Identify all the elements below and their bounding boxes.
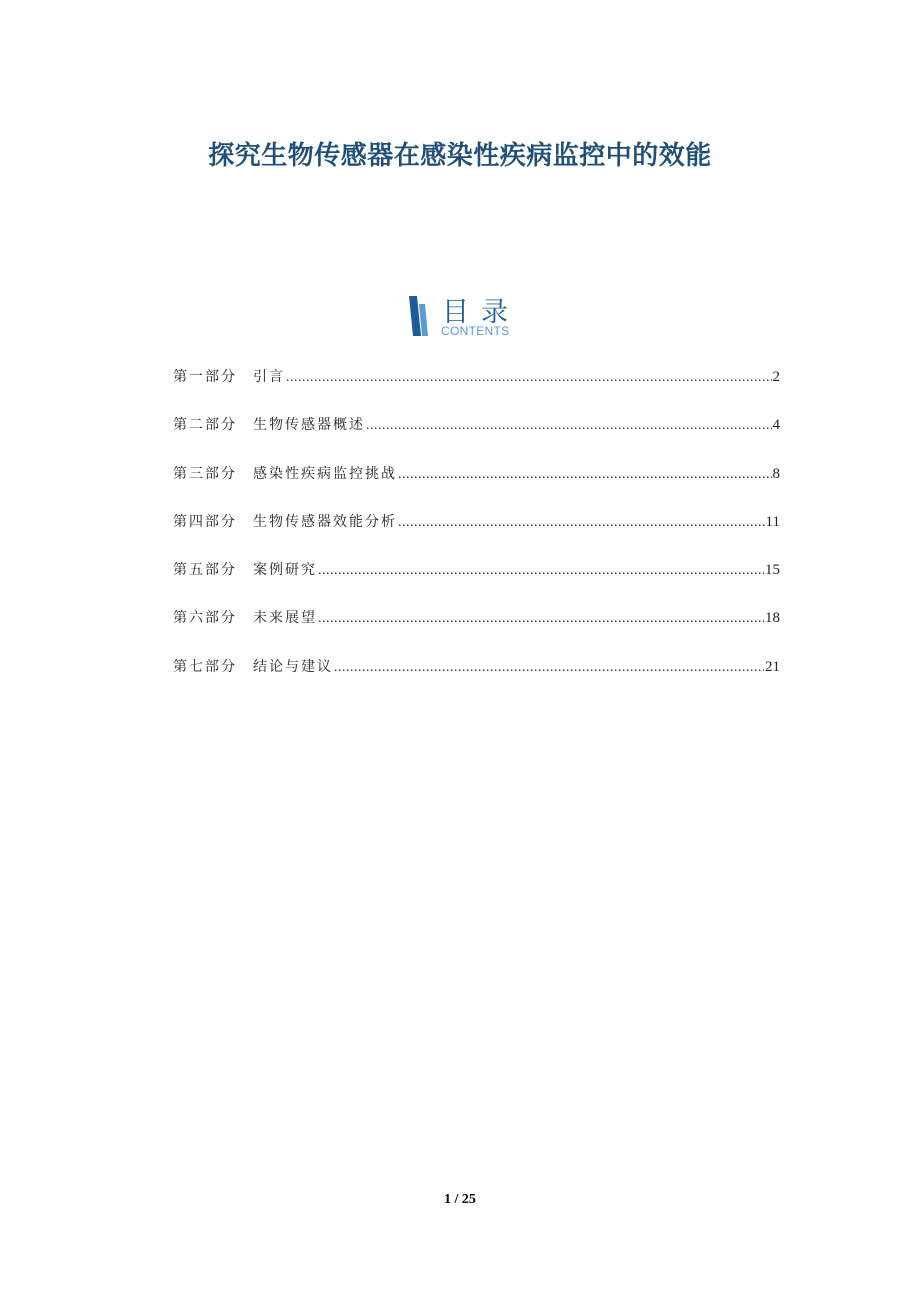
toc-entry-7[interactable] bbox=[173, 656, 780, 704]
toc-dot-leader bbox=[334, 660, 764, 676]
toc-entry-part: 第一部分 bbox=[173, 369, 237, 385]
toc-entry-page: 4 bbox=[772, 417, 780, 434]
toc-entry-part: 第三部分 bbox=[173, 465, 237, 482]
table-of-contents bbox=[173, 366, 780, 704]
toc-entry-1[interactable] bbox=[173, 366, 780, 414]
toc-dot-leader bbox=[318, 563, 764, 579]
toc-entry-part: 第二部分 bbox=[173, 417, 237, 434]
toc-entry-page: 8 bbox=[772, 465, 780, 482]
toc-entry-page: 11 bbox=[765, 513, 780, 530]
toc-dot-leader bbox=[398, 467, 772, 483]
toc-entry-5[interactable] bbox=[173, 559, 780, 607]
toc-dot-leader bbox=[366, 418, 772, 434]
toc-dot-leader bbox=[318, 611, 764, 627]
toc-entry-title: 案例研究 bbox=[253, 562, 317, 579]
page-number: 1 / 25 bbox=[444, 1192, 476, 1207]
toc-entry-part: 第七部分 bbox=[173, 658, 237, 675]
document-title: 探究生物传感器在感染性疾病监控中的效能 bbox=[208, 141, 712, 172]
toc-entry-title: 生物传感器概述 bbox=[253, 417, 365, 434]
toc-heading bbox=[408, 292, 538, 342]
toc-entry-part: 第六部分 bbox=[173, 610, 237, 627]
toc-dot-leader bbox=[286, 370, 772, 386]
slanted-bars-logo-icon bbox=[408, 296, 432, 336]
toc-dot-leader bbox=[398, 515, 765, 531]
toc-entry-title: 生物传感器效能分析 bbox=[253, 513, 397, 530]
toc-entry-3[interactable] bbox=[173, 463, 780, 511]
toc-subtitle: CONTENTS bbox=[441, 324, 510, 338]
toc-entry-2[interactable] bbox=[173, 414, 780, 462]
toc-entry-page: 15 bbox=[765, 562, 780, 579]
toc-entry-page: 21 bbox=[765, 658, 780, 675]
toc-entry-title: 结论与建议 bbox=[253, 658, 333, 675]
toc-title: 目录 bbox=[442, 297, 520, 328]
toc-entry-title: 未来展望 bbox=[253, 610, 317, 627]
toc-entry-page: 2 bbox=[772, 369, 780, 385]
toc-entry-title: 感染性疾病监控挑战 bbox=[253, 465, 397, 482]
toc-entry-part: 第五部分 bbox=[173, 562, 237, 579]
toc-entry-part: 第四部分 bbox=[173, 513, 237, 530]
toc-entry-6[interactable] bbox=[173, 607, 780, 655]
toc-entry-page: 18 bbox=[765, 610, 780, 627]
toc-entry-title: 引言 bbox=[253, 369, 285, 385]
toc-entry-4[interactable] bbox=[173, 511, 780, 559]
